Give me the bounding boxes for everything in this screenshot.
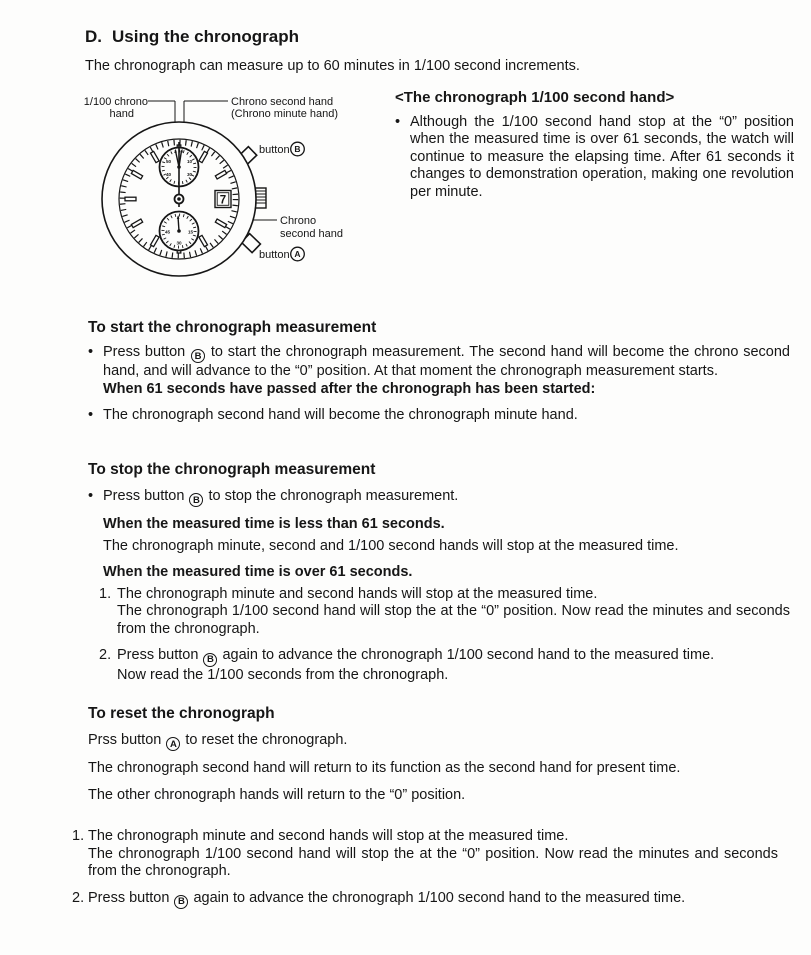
case-less-than-61-heading: When the measured time is less than 61 seconds.: [103, 516, 445, 533]
button-b-circle-icon: B: [189, 493, 203, 507]
start-bullet-1: [103, 344, 790, 398]
step-number: 1.: [72, 828, 85, 844]
subdial-number: 50: [165, 159, 172, 164]
bullet-icon: •: [88, 488, 94, 504]
section-letter: D.: [85, 27, 102, 46]
step-number: 2.: [72, 889, 85, 906]
section-stop-chronograph: [88, 461, 790, 684]
section-heading: To reset the chronograph: [88, 705, 275, 722]
footer-item-2-text: Press button B again to advance the chronograph 1/100 second hand to the measured time.: [88, 889, 686, 907]
footer-item-2: [72, 890, 778, 909]
label-chrono-second-hand-line2: second hand: [280, 228, 343, 240]
reset-line-2: The chronograph second hand will return to its function as the second hand for present time.: [88, 760, 681, 777]
case-over-61-heading: When the measured time is over 61 seconds.: [103, 564, 413, 581]
label-button-a: [259, 247, 304, 261]
svg-text:B: B: [294, 144, 301, 154]
stop-step-1-line2: The chronograph 1/100 second hand will stop the at the “0” position. Now read the minutes and seconds from the chronograph.: [117, 603, 790, 637]
reset-line-1: Prss button A to reset the chronograph.: [88, 732, 348, 750]
subdial-chrono-second: [160, 212, 199, 251]
stop-bullet-1: Press button B to stop the chronograph measurement.: [103, 488, 459, 506]
label-chrono-second-hand-top-line1: Chrono second hand: [231, 96, 334, 108]
start-bullet-1-text: Press button B to start the chronograph measurement. The second hand will become the chrono second hand, and will advance to the “0” position. At that moment the chronograph measurement starts.: [103, 344, 790, 380]
section-heading: To start the chronograph measurement: [88, 319, 377, 336]
note-1-100-second-hand: [395, 89, 794, 201]
start-bold-subheading: When 61 seconds have passed after the chronograph has been started:: [103, 380, 596, 397]
note-heading: <The chronograph 1/100 second hand>: [395, 89, 675, 106]
section-start-chronograph: [88, 319, 790, 425]
subdial-number: 30: [176, 240, 182, 246]
subdial-number: 45: [164, 229, 171, 235]
label-1-100-chrono-hand-line1: 1/100 chrono: [83, 96, 148, 108]
stop-step-2-line2: Now read the 1/100 seconds from the chronograph.: [117, 666, 449, 683]
label-button-b: [259, 142, 304, 156]
button-b-circle-icon: B: [203, 653, 217, 667]
footer-item-1-line2: The chronograph 1/100 second hand will stop the at the “0” position. Now read the minutes and seconds from the chronograph.: [88, 845, 778, 879]
intro-paragraph: The chronograph can measure up to 60 minutes in 1/100 second increments.: [85, 58, 580, 74]
section-reset-chronograph: [88, 705, 790, 804]
subdial-number: 15: [187, 229, 194, 235]
case-less-than-61-text: The chronograph minute, second and 1/100 second hands will stop at the measured time.: [103, 537, 679, 554]
watch-face: [102, 122, 256, 276]
watch-diagram: [76, 90, 402, 298]
subdial-number: 30: [186, 172, 193, 177]
date-value: 7: [219, 194, 227, 207]
note-bullet-text: Although the 1/100 second hand stop at the “0” position when the measured time is over 61 seconds, the watch will continue to measure the elapsing time. After 61 seconds it changes to demonstration operation, making one revolution per minute.: [410, 113, 794, 200]
footer-item-1-line1: The chronograph minute and second hands will stop at the measured time.: [88, 828, 569, 844]
page-title: [85, 27, 299, 47]
stop-step-2: [99, 647, 790, 684]
stop-step-1-line1: The chronograph minute and second hands will stop at the measured time.: [117, 585, 598, 602]
stop-step-1: [99, 586, 790, 639]
label-1-100-chrono-hand-line2: hand: [109, 108, 134, 120]
label-chrono-minute-hand: (Chrono minute hand): [231, 108, 339, 120]
button-b-circle-icon: B: [174, 895, 188, 909]
start-bullet-2: The chronograph second hand will become the chronograph minute hand.: [103, 407, 578, 424]
bullet-icon: •: [395, 113, 401, 130]
reset-line-3: The other chronograph hands will return to the “0” position.: [88, 786, 466, 803]
button-b-circle-icon: B: [191, 349, 205, 363]
bullet-icon: •: [88, 344, 94, 360]
subdial-number: 10: [186, 159, 193, 164]
svg-text:button: button: [259, 249, 290, 261]
svg-text:A: A: [294, 249, 301, 259]
subdial-number: 40: [165, 172, 172, 177]
stop-step-2-line1: Press button B again to advance the chronograph 1/100 second hand to the measured time.: [117, 647, 715, 665]
footer-item-1: [72, 828, 778, 881]
step-number: 2.: [99, 647, 112, 664]
date-window: [215, 191, 231, 208]
section-heading: To stop the chronograph measurement: [88, 461, 376, 478]
svg-text:button: button: [259, 144, 290, 156]
label-chrono-second-hand-line1: Chrono: [280, 215, 317, 227]
bullet-icon: •: [88, 407, 94, 424]
footer-numbered-list: [72, 828, 778, 909]
step-number: 1.: [99, 585, 112, 602]
section-title-text: Using the chronograph: [112, 27, 299, 46]
button-a-circle-icon: A: [166, 737, 180, 751]
